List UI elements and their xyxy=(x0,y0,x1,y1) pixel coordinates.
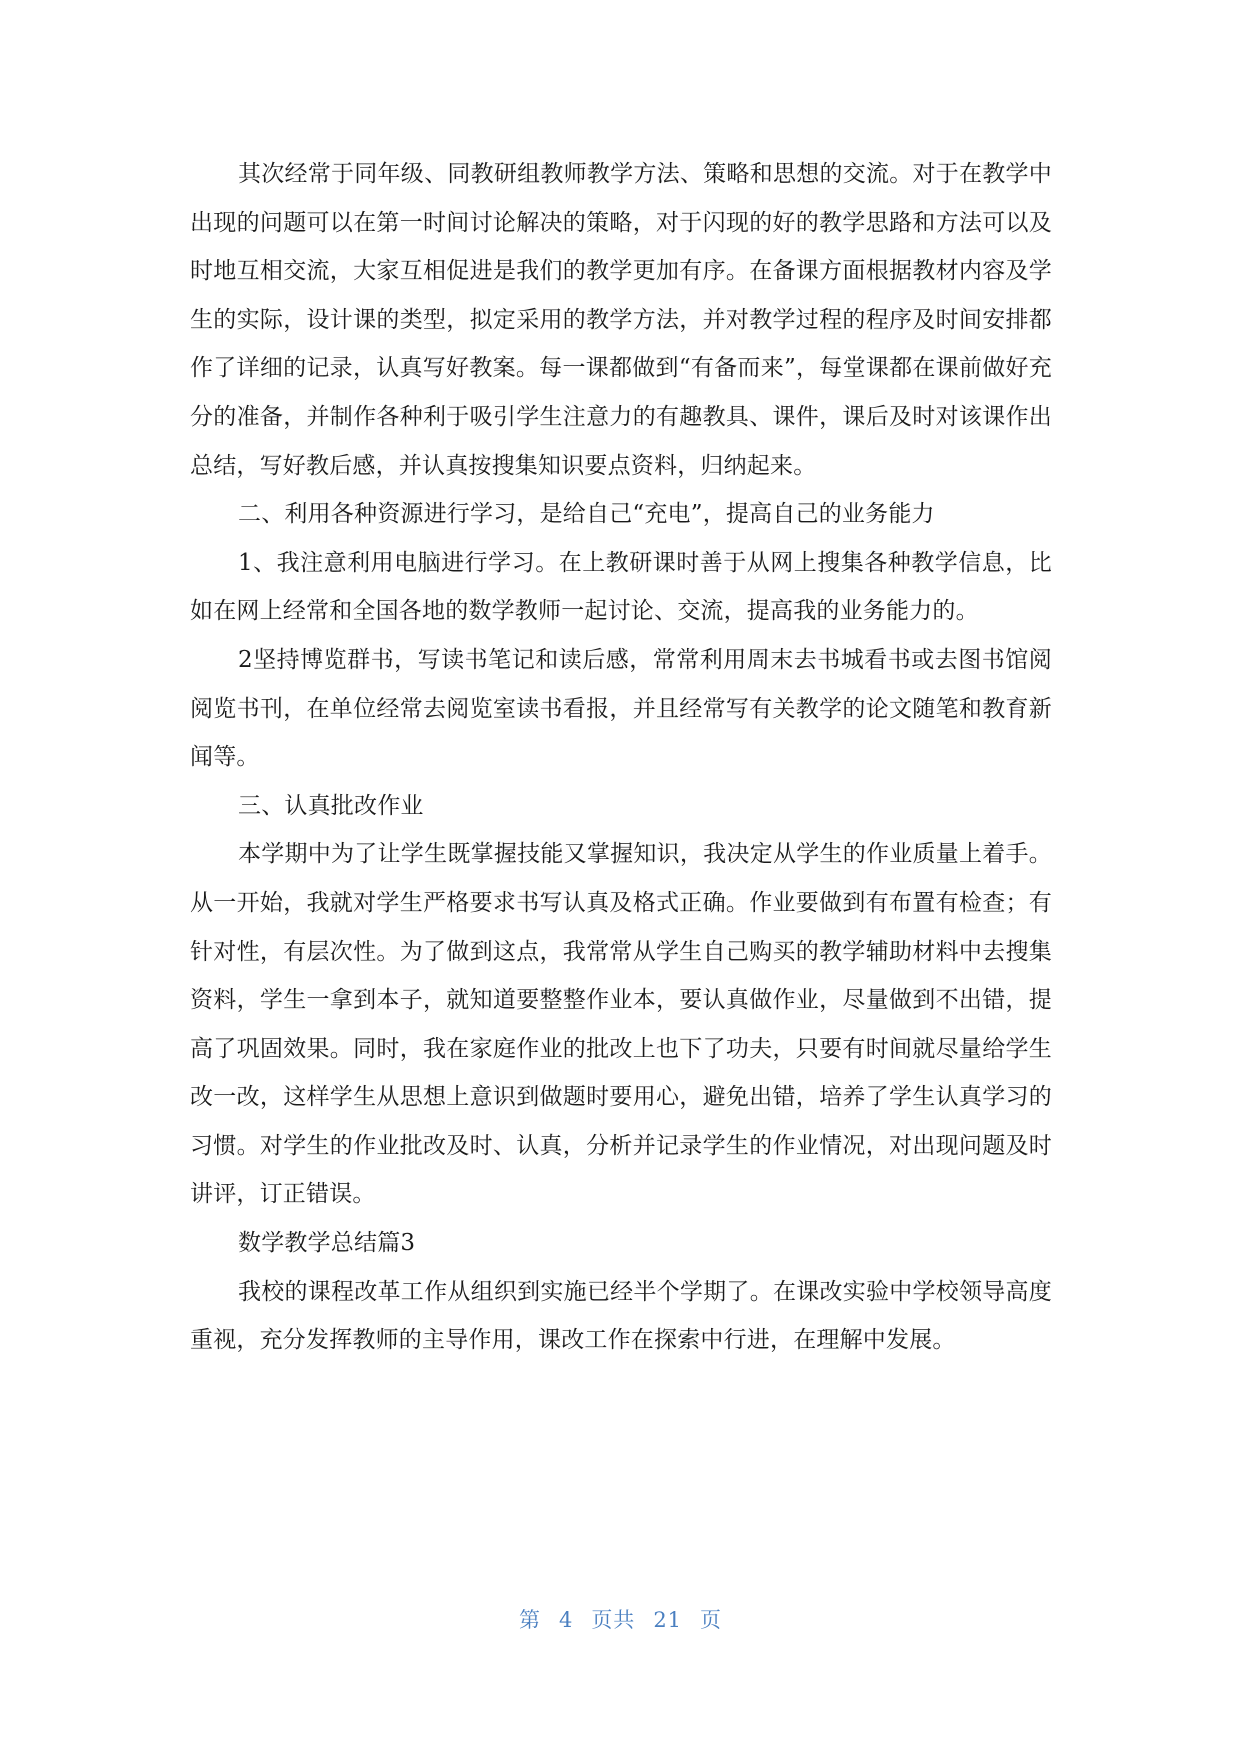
page-footer xyxy=(0,1604,1241,1634)
article-title-3: 数学教学总结篇3 xyxy=(238,1230,416,1257)
section-heading-2: 二、利用各种资源进行学习，是给自己“充电”，提高自己的业务能力 xyxy=(238,501,935,528)
paragraph-homework: 本学期中为了让学生既掌握技能又掌握知识，我决定从学生的作业质量上着手。从一开始，我就对学生严格要求书写认真及格式正确。作业要做到有布置有检查；有针对性，有层次性。为了做到这点，我常常从学生自己购买的教学辅助材料中去搜集资料，学生一拿到本子，就知道要整整作业本，要认真做作业，尽量做到不出错，提高了巩固效果。同时，我在家庭作业的批改上也下了功夫，只要有时间就尽量给学生改一改，这样学生从思想上意识到做题时要用心，避免出错，培养了学生认真学习的习惯。对学生的作业批改及时、认真，分析并记录学生的作业情况，对出现问题及时讲评，订正错误。 xyxy=(190,841,1052,1208)
footer-label-end: 页 xyxy=(700,1608,723,1632)
section-heading-3: 三、认真批改作业 xyxy=(238,792,424,819)
footer-total-pages: 21 xyxy=(653,1608,683,1632)
paragraph-computer-learning: 1、我注意利用电脑进行学习。在上教研课时善于从网上搜集各种教学信息，比如在网上经常和全国各地的数学教师一起讨论、交流，提高我的业务能力的。 xyxy=(190,549,1052,625)
paragraph-1: 其次经常于同年级、同教研组教师教学方法、策略和思想的交流。对于在教学中出现的问题可以在第一时间讨论解决的策略，对于闪现的好的教学思路和方法可以及时地互相交流，大家互相促进是我们的教学更加有序。在备课方面根据教材内容及学生的实际，设计课的类型，拟定采用的教学方法，并对教学过程的程序及时间安排都作了详细的记录，认真写好教案。每一课都做到“有备而来”，每堂课都在课前做好充分的准备，并制作各种利于吸引学生注意力的有趣教具、课件，课后及时对该课作出总结，写好教后感，并认真按搜集知识要点资料，归纳起来。 xyxy=(190,161,1052,479)
footer-label-of: 页共 xyxy=(591,1608,636,1632)
paragraph-reading: 2坚持博览群书，写读书笔记和读后感，常常利用周末去书城看书或去图书馆阅阅览书刊，在单位经常去阅览室读书看报，并且经常写有关教学的论文随笔和教育新闻等。 xyxy=(190,646,1052,771)
footer-current-page: 4 xyxy=(558,1608,574,1632)
footer-label-page: 第 xyxy=(518,1608,541,1632)
paragraph-curriculum-reform: 我校的课程改革工作从组织到实施已经半个学期了。在课改实验中学校领导高度重视，充分发挥教师的主导作用，课改工作在探索中行进，在理解中发展。 xyxy=(190,1278,1052,1354)
document-body xyxy=(190,150,1052,1365)
